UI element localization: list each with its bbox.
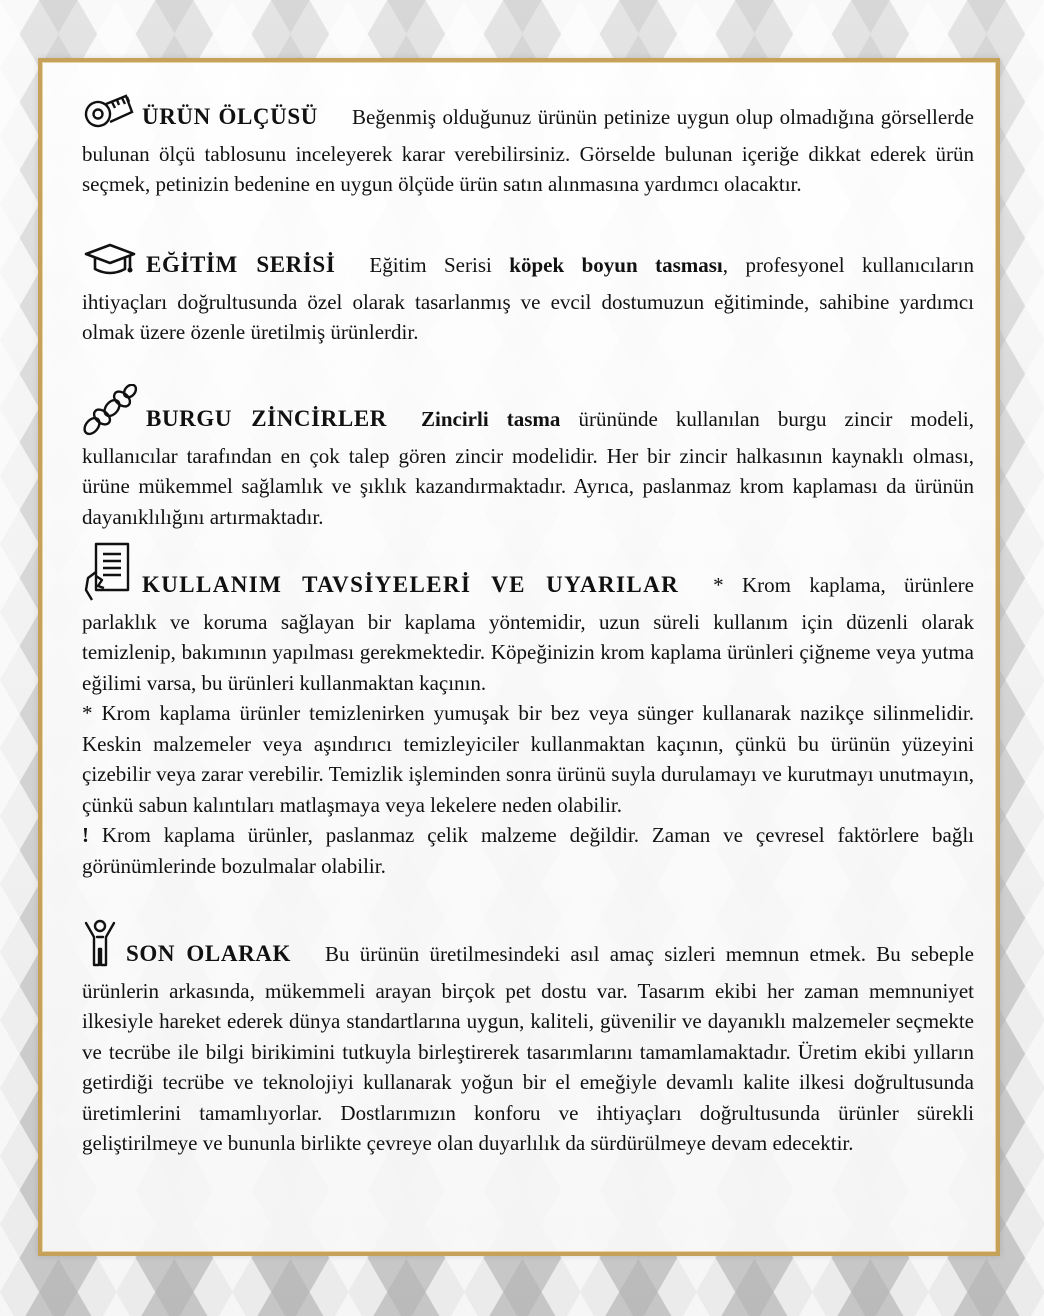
section-title: KULLANIM TAVSİYELERİ VE UYARILAR <box>142 572 680 597</box>
person-cheering-icon <box>82 919 118 976</box>
warning-text: Krom kaplama ürünler, paslanmaz çelik malzeme değildir. Zaman ve çevresel faktörlere bağlı görünümlerinde bozulmalar olabilir. <box>82 823 974 878</box>
measuring-tape-icon <box>82 94 134 139</box>
section-body-bold: köpek boyun tasması <box>509 253 723 277</box>
section-title: SON OLARAK <box>126 941 291 966</box>
section-title: ÜRÜN ÖLÇÜSÜ <box>142 104 318 129</box>
warning-mark: ! <box>82 823 89 847</box>
content-panel <box>38 58 1000 1256</box>
section-body-para-3 <box>82 820 974 881</box>
section-title: EĞİTİM SERİSİ <box>146 252 336 277</box>
section-body-bold: Zincirli tasma <box>421 407 561 431</box>
section-body: ürününde kullanılan burgu zincir modeli, kullanıcılar tarafından en çok talep gören zincir modelidir. Her bir zincir halkasının kaynaklı olması, ürüne mükemmel sağlamlık ve şıklık kazandırmaktadır. Ayrıca, paslanmaz krom kaplaması da ürünün dayanıklılığını artırmaktadır. <box>82 407 974 529</box>
section-body-lead: Eğitim Serisi <box>369 253 510 277</box>
chain-icon <box>82 384 138 441</box>
section-kullanim <box>82 542 974 881</box>
section-body-para-2: * Krom kaplama ürünler temizlenirken yumuşak bir bez veya sünger kullanarak nazikçe silinmelidir. Keskin malzemeler veya aşındırıcı temizleyiciler kullanmaktan kaçının, çünkü bu ürünün yüzeyini çizebilir veya zarar verebilir. Temizlik işleminden sonra ürünü suyla durulamayı ve kurutmayı unutmayın, çünkü sabun kalıntıları matlaşmaya veya lekelere neden olabilir. <box>82 701 974 817</box>
document-hand-icon <box>82 542 134 607</box>
section-son-olarak <box>82 919 974 1159</box>
section-urun-olcusu <box>82 94 974 200</box>
section-body: Bu ürünün üretilmesindeki asıl amaç sizleri memnun etmek. Bu sebeple ürünlerin arkasında, mükemmeli arayan birçok pet dostu var. Tasarım ekibi her zaman memnuniyet ilkesiyle hareket ederek dünya standartlarına uygun, kaliteli, güvenilir ve dayanıklı malzemeler seçmekte ve tecrübe ile bilgi birikimini tutkuyla birleştirerek tasarımlarını tamamlamaktadır. Üretim ekibi yılların getirdiği tecrübe ve teknolojiyi kullanarak yoğun bir el emeğiyle devamlı kalite ilkesi doğrultusunda üretimlerini tamamlıyorlar. Dostlarımızın konforu ve ihtiyaçları doğrultusunda ürünler sürekli geliştirilmeye ve bununla birlikte çevreye olan duyarlılık da sürdürülmeye devam edecektir. <box>82 942 974 1155</box>
section-body: , profesyonel kullanıcıların ihtiyaçları doğrultusunda özel olarak tasarlanmış ve evcil dostumuzun eğitiminde, sahibine yardımcı olmak üzere özenle üretilmiş ürünlerdir. <box>82 253 974 344</box>
section-egitim-serisi <box>82 242 974 348</box>
section-burgu-zincirler <box>82 384 974 532</box>
section-title: BURGU ZİNCİRLER <box>146 406 387 431</box>
section-body-para-1: * Krom kaplama, ürünlere parlaklık ve koruma sağlayan bir kaplama yöntemidir, uzun süreli kullanım için düzenli olarak temizlenip, bakımının yapılması gerekmektedir. Köpeğinizin krom kaplama ürünleri çiğneme veya yutma eğilimi varsa, bu ürünleri kullanmaktan kaçının. <box>82 573 974 695</box>
section-body: Beğenmiş olduğunuz ürünün petinize uygun olup olmadığına görsellerde bulunan ölçü tablosunu inceleyerek karar verebilirsiniz. Görselde bulunan içeriğe dikkat ederek ürün seçmek, petinizin bedenine en uygun ölçüde ürün satın alınmasına yardımcı olacaktır. <box>82 105 974 196</box>
graduation-cap-icon <box>82 242 138 287</box>
